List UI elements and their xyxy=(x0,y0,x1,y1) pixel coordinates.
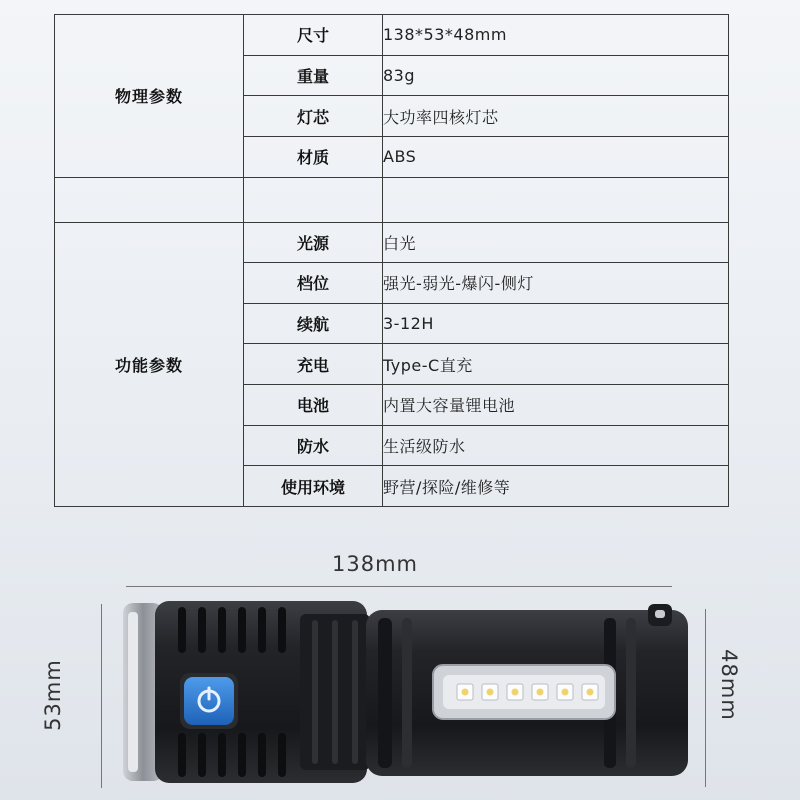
spec-value: 野营/探险/维修等 xyxy=(383,466,729,507)
spec-value: 大功率四核灯芯 xyxy=(383,96,729,137)
spec-value: 白光 xyxy=(383,222,729,263)
height-dimension-label: 53mm xyxy=(41,659,65,731)
spec-value: Type-C直充 xyxy=(383,344,729,385)
spec-value: 内置大容量锂电池 xyxy=(383,385,729,426)
spec-key: 续航 xyxy=(244,303,383,344)
led-emitter xyxy=(462,689,469,696)
spec-key: 灯芯 xyxy=(244,96,383,137)
physical-group-label: 物理参数 xyxy=(55,15,244,178)
function-group-label: 功能参数 xyxy=(55,222,244,507)
spec-key: 材质 xyxy=(244,136,383,177)
power-button-face xyxy=(184,677,234,725)
spec-key: 防水 xyxy=(244,425,383,466)
led-emitter xyxy=(487,689,494,696)
spec-key: 重量 xyxy=(244,55,383,96)
width-dimension-label: 48mm xyxy=(717,649,741,721)
led-emitter xyxy=(562,689,569,696)
spec-value: 3-12H xyxy=(383,303,729,344)
spec-value: 83g xyxy=(383,55,729,96)
led-emitter xyxy=(587,689,594,696)
spec-value: ABS xyxy=(383,136,729,177)
spec-value: 138*53*48mm xyxy=(383,15,729,56)
spec-key: 充电 xyxy=(244,344,383,385)
led-emitter xyxy=(512,689,519,696)
spec-value: 生活级防水 xyxy=(383,425,729,466)
spec-key: 尺寸 xyxy=(244,15,383,56)
length-dimension-label: 138mm xyxy=(332,552,418,576)
spec-key: 使用环境 xyxy=(244,466,383,507)
spec-key: 档位 xyxy=(244,263,383,304)
led-emitter xyxy=(537,689,544,696)
spec-value: 强光-弱光-爆闪-侧灯 xyxy=(383,263,729,304)
spec-key: 电池 xyxy=(244,385,383,426)
spec-key: 光源 xyxy=(244,222,383,263)
